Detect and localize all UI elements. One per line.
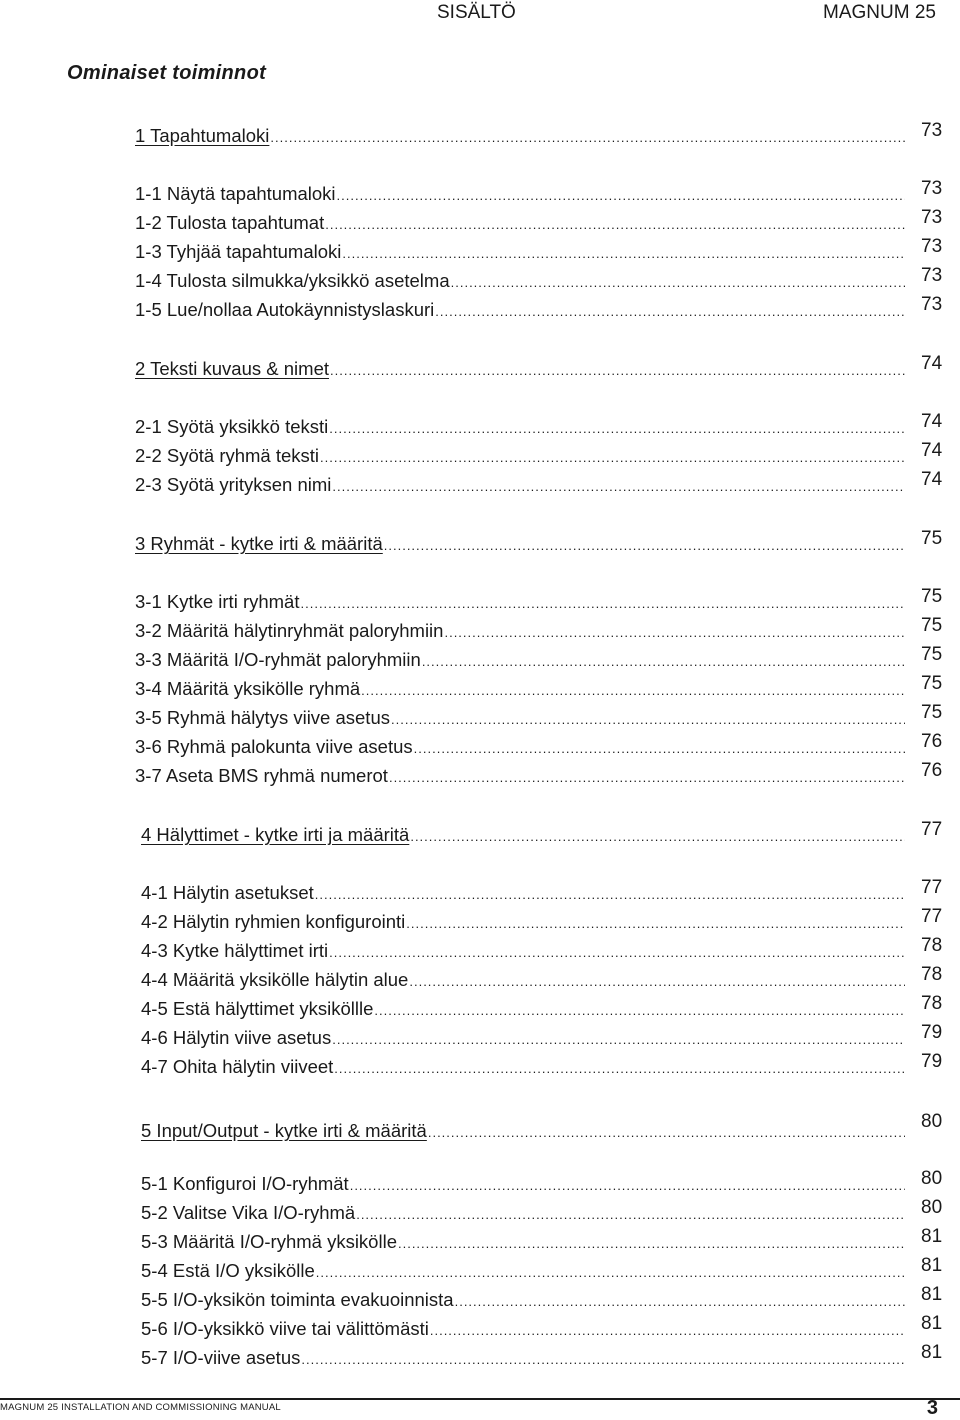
toc-entry[interactable] <box>135 675 905 703</box>
toc-entry-label: 3-7 Aseta BMS ryhmä numerot <box>135 765 388 786</box>
toc-page-number: 73 <box>921 207 943 228</box>
toc-entry[interactable] <box>141 995 905 1023</box>
toc-entry-label: 4-2 Hälytin ryhmien konfigurointi <box>141 911 406 932</box>
toc-section-heading[interactable] <box>135 530 905 558</box>
toc-page-number: 75 <box>921 673 943 694</box>
toc-page-number: 81 <box>921 1342 943 1363</box>
toc-entry[interactable] <box>135 646 905 674</box>
toc-page-number: 75 <box>921 586 943 607</box>
toc-leader-dots <box>414 735 905 763</box>
toc-page-number: 74 <box>921 469 943 490</box>
footer-divider <box>0 1398 960 1400</box>
toc-section-heading[interactable] <box>135 122 905 150</box>
toc-entry[interactable] <box>141 1053 905 1081</box>
toc-entry-label: 2-1 Syötä yksikkö teksti <box>135 416 329 437</box>
toc-leader-dots <box>330 357 905 385</box>
toc-page-number: 75 <box>921 528 943 549</box>
toc-leader-dots <box>455 1288 905 1316</box>
toc-leader-dots <box>356 1201 905 1229</box>
toc-entry[interactable] <box>135 704 905 732</box>
toc-entry-label: 5-4 Estä I/O yksikölle <box>141 1260 315 1281</box>
toc-page-number: 73 <box>921 294 943 315</box>
toc-entry[interactable] <box>141 1257 905 1285</box>
toc-entry-label: 1-2 Tulosta tapahtumat <box>135 212 325 233</box>
toc-entry-label: 3-1 Kytke irti ryhmät <box>135 591 300 612</box>
toc-page-number: 75 <box>921 644 943 665</box>
toc-entry-label: 5-6 I/O-yksikkö viive tai välittömästi <box>141 1318 429 1339</box>
toc-entry-label: 1 Tapahtumaloki <box>135 125 270 146</box>
toc-entry[interactable] <box>141 1199 905 1227</box>
toc-leader-dots <box>435 298 905 326</box>
toc-page-number: 77 <box>921 877 943 898</box>
toc-leader-dots <box>410 823 905 851</box>
toc-leader-dots <box>342 240 905 268</box>
toc-entry[interactable] <box>141 879 905 907</box>
toc-entry-label: 4-3 Kytke hälyttimet irti <box>141 940 329 961</box>
toc-entry-label: 3-6 Ryhmä palokunta viive asetus <box>135 736 413 757</box>
toc-entry-label: 2-2 Syötä ryhmä teksti <box>135 445 320 466</box>
toc-leader-dots <box>389 764 905 792</box>
page-title: Ominaiset toiminnot <box>67 62 267 84</box>
toc-leader-dots <box>334 1055 905 1083</box>
toc-entry[interactable] <box>141 1315 905 1343</box>
toc-page-number: 74 <box>921 440 943 461</box>
toc-leader-dots <box>361 677 905 705</box>
toc-page-number: 76 <box>921 760 943 781</box>
toc-entry[interactable] <box>141 1344 905 1372</box>
toc-entry[interactable] <box>141 908 905 936</box>
toc-page-number: 76 <box>921 731 943 752</box>
toc-entry[interactable] <box>135 588 905 616</box>
toc-entry[interactable] <box>135 617 905 645</box>
toc-entry[interactable] <box>135 209 905 237</box>
toc-leader-dots <box>374 997 905 1025</box>
toc-entry-label: 3-2 Määritä hälytinryhmät paloryhmiin <box>135 620 444 641</box>
toc-leader-dots <box>332 1026 905 1054</box>
toc-entry-label: 2-3 Syötä yrityksen nimi <box>135 474 332 495</box>
toc-leader-dots <box>422 648 905 676</box>
toc-page-number: 74 <box>921 353 943 374</box>
toc-entry-label: 4-1 Hälytin asetukset <box>141 882 314 903</box>
toc-entry[interactable] <box>135 180 905 208</box>
toc-section-heading[interactable] <box>135 355 905 383</box>
toc-leader-dots <box>329 939 905 967</box>
toc-entry-label: 1-5 Lue/nollaa Autokäynnistyslaskuri <box>135 299 435 320</box>
toc-entry[interactable] <box>135 442 905 470</box>
footer-manual-title: MAGNUM 25 INSTALLATION AND COMMISSIONING MANUAL <box>0 1402 281 1413</box>
toc-leader-dots <box>315 881 905 909</box>
toc-page-number: 73 <box>921 236 943 257</box>
toc-page-number: 73 <box>921 265 943 286</box>
toc-leader-dots <box>350 1172 905 1200</box>
footer-page-number: 3 <box>926 1397 938 1419</box>
toc-leader-dots <box>451 269 905 297</box>
toc-entry[interactable] <box>141 937 905 965</box>
toc-entry-label: 3-5 Ryhmä hälytys viive asetus <box>135 707 390 728</box>
toc-entry-label: 4-5 Estä hälyttimet yksiköllle <box>141 998 374 1019</box>
toc-section-heading[interactable] <box>141 821 905 849</box>
toc-leader-dots <box>301 590 906 618</box>
toc-page-number: 77 <box>921 906 943 927</box>
toc-entry-label: 3-4 Määritä yksikölle ryhmä <box>135 678 361 699</box>
toc-page-number: 75 <box>921 702 943 723</box>
toc-page-number: 79 <box>921 1022 943 1043</box>
toc-entry[interactable] <box>135 267 905 295</box>
toc-leader-dots <box>316 1259 905 1287</box>
toc-page-number: 81 <box>921 1226 943 1247</box>
toc-entry-label: 4 Hälyttimet - kytke irti ja määritä <box>141 824 410 845</box>
toc-page-number: 73 <box>921 120 943 141</box>
toc-entry-label: 1-1 Näytä tapahtumaloki <box>135 183 336 204</box>
toc-entry-label: 5-3 Määritä I/O-ryhmä yksikölle <box>141 1231 397 1252</box>
toc-entry-label: 1-3 Tyhjää tapahtumaloki <box>135 241 342 262</box>
toc-leader-dots <box>428 1119 905 1147</box>
toc-leader-dots <box>391 706 905 734</box>
toc-entry-label: 5 Input/Output - kytke irti & määritä <box>141 1120 427 1141</box>
toc-leader-dots <box>337 182 905 210</box>
toc-section-heading[interactable] <box>141 1117 905 1145</box>
toc-leader-dots <box>406 910 905 938</box>
toc-entry-label: 4-6 Hälytin viive asetus <box>141 1027 332 1048</box>
toc-page-number: 81 <box>921 1284 943 1305</box>
toc-page-number: 81 <box>921 1313 943 1334</box>
toc-entry-label: 1-4 Tulosta silmukka/yksikkö asetelma <box>135 270 450 291</box>
header-section-label: SISÄLTÖ <box>437 2 516 23</box>
toc-entry[interactable] <box>141 1024 905 1052</box>
toc-entry-label: 3-3 Määritä I/O-ryhmät paloryhmiin <box>135 649 421 670</box>
toc-leader-dots <box>270 124 905 152</box>
toc-entry[interactable] <box>141 1286 905 1314</box>
toc-page-number: 73 <box>921 178 943 199</box>
toc-entry[interactable] <box>141 1228 905 1256</box>
toc-page-number: 78 <box>921 935 943 956</box>
toc-leader-dots <box>409 968 905 996</box>
toc-page-number: 78 <box>921 964 943 985</box>
toc-entry-label: 5-7 I/O-viive asetus <box>141 1347 301 1368</box>
toc-entry[interactable] <box>135 238 905 266</box>
toc-entry[interactable] <box>135 471 905 499</box>
toc-leader-dots <box>398 1230 905 1258</box>
toc-page-number: 78 <box>921 993 943 1014</box>
header-product-name: MAGNUM 25 <box>823 2 936 23</box>
toc-entry[interactable] <box>141 966 905 994</box>
toc-entry-label: 4-7 Ohita hälytin viiveet <box>141 1056 334 1077</box>
toc-entry[interactable] <box>135 296 905 324</box>
toc-leader-dots <box>430 1317 905 1345</box>
toc-page-number: 77 <box>921 819 943 840</box>
toc-entry-label: 4-4 Määritä yksikölle hälytin alue <box>141 969 409 990</box>
toc-entry-label: 5-2 Valitse Vika I/O-ryhmä <box>141 1202 356 1223</box>
toc-entry-label: 5-1 Konfiguroi I/O-ryhmät <box>141 1173 349 1194</box>
toc-leader-dots <box>384 532 905 560</box>
toc-page-number: 80 <box>921 1168 943 1189</box>
toc-page-number: 80 <box>921 1197 943 1218</box>
toc-entry-label: 3 Ryhmät - kytke irti & määritä <box>135 533 383 554</box>
toc-page-number: 80 <box>921 1111 943 1132</box>
toc-entry[interactable] <box>135 733 905 761</box>
toc-entry[interactable] <box>135 762 905 790</box>
toc-entry[interactable] <box>135 413 905 441</box>
toc-leader-dots <box>325 211 905 239</box>
toc-leader-dots <box>444 619 905 647</box>
toc-page-number: 81 <box>921 1255 943 1276</box>
toc-page-number: 79 <box>921 1051 943 1072</box>
toc-entry-label: 5-5 I/O-yksikön toiminta evakuoinnista <box>141 1289 454 1310</box>
toc-leader-dots <box>320 444 905 472</box>
toc-entry[interactable] <box>141 1170 905 1198</box>
toc-leader-dots <box>329 415 905 443</box>
toc-leader-dots <box>332 473 905 501</box>
toc-page-number: 75 <box>921 615 943 636</box>
toc-page-number: 74 <box>921 411 943 432</box>
toc-leader-dots <box>301 1346 905 1374</box>
toc-entry-label: 2 Teksti kuvaus & nimet <box>135 358 329 379</box>
